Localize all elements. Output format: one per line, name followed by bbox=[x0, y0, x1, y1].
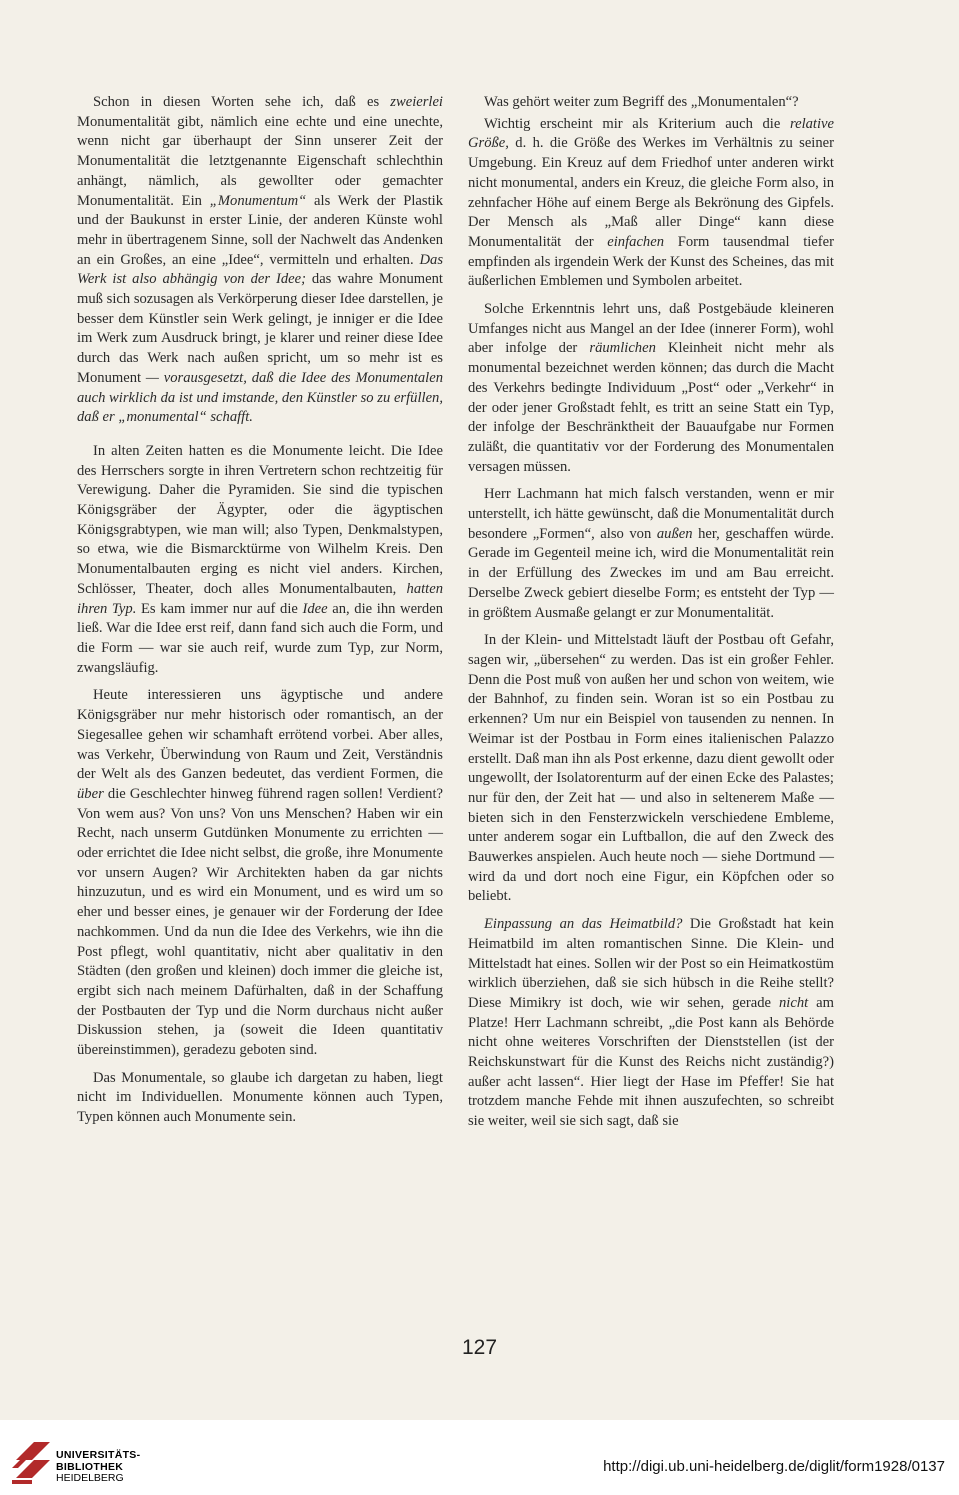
source-url-link[interactable]: http://digi.ub.uni-heidelberg.de/diglit/form1928/0137 bbox=[603, 1458, 945, 1475]
paragraph: In alten Zeiten hatten es die Monumente leicht. Die Idee des Herrschers sorgte in ihren Vertretern schon rechtzeitig für Verewigung. Daher die Pyramiden. Sie sind die typischen Königsgräber der Ägypter, oder die ägyptischen Königsgrabtypen, wie man will; also Typen, Denkmalstypen, so etwa, wie die Bismarcktürme von Wilhelm Kreis. Den Monumentalbauten erging es nicht viel anders. Kirchen, Schlösser, Theater, doch alles Monumentalbauten, hatten ihren Typ. Es kam immer nur auf die Idee an, die ihn werden ließ. War die Idee erst reif, dann fand sich auch die Form, und die Form — war sie auch reif, wurde zum Typ, zur Norm, zwangsläufig. bbox=[77, 442, 443, 676]
paragraph: Solche Erkenntnis lehrt uns, daß Postgebäude kleineren Umfanges nicht aus Mangel an der Idee (innerer Form), wohl aber infolge der räumlichen Kleinheit nicht mehr als monumental bezeichnet werden können; das durch die Macht des Verkehrs bedingte Individuum „Post“ oder „Verkehr“ in der oder jener Großstadt fehlt, es tritt an seine Statt ein Typ, der infolge der Beschränktheit der Bauaufgabe nur Formen zuläßt, die quantitativ vor der Forderung des Monumentalen versagen müssen. bbox=[468, 301, 834, 475]
right-column bbox=[468, 93, 834, 1140]
paragraph: Das Monumentale, so glaube ich dargetan zu haben, liegt nicht im Individuellen. Monumente können auch Typen, Typen können auch Monumente sein. bbox=[77, 1069, 443, 1126]
paragraph: In der Klein- und Mittelstadt läuft der Postbau oft Gefahr, sagen wir, „übersehen“ zu werden. Das ist ein großer Fehler. Denn die Post muß von außen her und schon von weitem, wie der Bahnhof, zu finden sein. Woran ist so ein Postbau zu erkennen? Um nur ein Beispiel von tausenden zu nennen. In Weimar ist der Postbau in Form eines italienischen Palazzo erstellt. Daß man ihn als Post erkenne, dazu dient gewollt oder ungewollt, der Isolatorenturm auf der einen Ecke des Palastes; nur für den, der Zeit hat — und also in seltenerem Maße — bieten sich in den Fensterzwickeln verschiedene Embleme, unter anderem sogar ein Luftballon, die auf den Zweck des Bauwerkes anspielen. Auch heute noch — siehe Dortmund — wird da und dort noch eine Figur, ein Köpfchen oder so beliebt. bbox=[468, 632, 834, 905]
paragraph: Was gehört weiter zum Begriff des „Monumentalen“? bbox=[484, 94, 799, 110]
library-logo-icon bbox=[10, 1430, 52, 1488]
left-column bbox=[77, 93, 443, 1136]
page-number: 127 bbox=[461, 1336, 498, 1359]
paragraph: Herr Lachmann hat mich falsch verstanden, wenn er mir unterstellt, ich hätte gewünscht, daß die Monumentalität durch besondere „Formen“, also von außen her, geschaffen würde. Gerade im Gegenteil meine ich, wird die Monumentalität rein in der Erfüllung des Zweckes im und am Bau erreicht. Derselbe Zweck gebiert dieselbe Form; es entsteht der Typ — in größtem Ausmaße gelangt er zur Monumentalität. bbox=[468, 486, 835, 621]
paragraph: Heute interessieren uns ägyptische und andere Königsgräber nur mehr historisch oder romantisch, an der Siegesallee gehen wir schamhaft errötend vorbei. Aber alles, was Verkehr, Überwindung von Raum und Zeit, Verständnis der Welt als des Ganzen bedeutet, das verdient Formen, die über die Geschlechter hinweg führend ragen sollen! Verdient? Von wem aus? Von uns? Von uns Menschen? Haben wir ein Recht, nach unserm Gutdünken Monumente zu errichten — oder errichtet die Idee nicht selbst, die große, ihre Monumente vor unsern Augen? Wir Architekten haben da gar nichts hinzuzutun, und es wird ein Monument, und es wird um so eher und besser eines, je genauer wir der Forderung der Idee nachkommen. Und da nun die Idee des Verkehrs, wie ihn die Post pflegt, wohl quantitativ, nicht aber qualitativ in den Städten (den großen und kleinen) doch immer die gleiche ist, ergibt sich nach meinem Dafürhalten, daß in der Schaffung der Postbauten der Typ und die Norm durchaus nicht außer Diskussion stehen, ja (soweit die Ideen quantitativ übereinstimmen), geradezu geboten sind. bbox=[77, 687, 443, 1059]
library-name: UNIVERSITÄTS- BIBLIOTHEK HEIDELBERG bbox=[56, 1449, 141, 1484]
paragraph: Einpassung an das Heimatbild? Die Großstadt hat kein Heimatbild im alten romantischen Sinne. Die Klein- und Mittelstadt hat eines. Sollen wir der Post so ein Heimatkostüm wirklich überziehen, daß sie sich hübsch in die Reihe stellt? Diese Mimikry ist doch, wie wir sehen, gerade nicht am Platze! Herr Lachmann schreibt, „die Post kann als Behörde nicht ohne weiteres Vorschriften der Dienststellen (ist der Reichskunstwart für die Kunst des Reichs nicht zuständig?) außer acht lassen“. Hier liegt der Hase im Pfeffer! Sie hat trotzdem manche Fehde mit ihnen auszufechten, so schreibt sie weiter, weil sie sich sagt, daß sie bbox=[468, 916, 834, 1130]
paragraph: Schon in diesen Worten sehe ich, daß es zweierlei Monumentalität gibt, nämlich eine echte und eine unechte, wenn nicht gar überhaupt der Sinn unserer Zeit der Monumentalität die letztgenannte Eigenschaft schlechthin anhängt, nämlich, als gewollter oder gemachter Monumentalität. Ein „Monumentum“ als Werk der Plastik und der Baukunst in erster Linie, der anderen Künste wohl mehr in übertragenem Sinne, soll der Nachwelt das Andenken an ein Großes, an eine „Idee“, vermitteln und erhalten. Das Werk ist also abhängig von der Idee; das wahre Monument muß sich sozusagen als Verkörperung dieser Idee darstellen, je besser dem Künstler sein Werk gelingt, je inniger er die Idee im Werk zum Ausdruck bringt, je klarer und reiner diese Idee durch das Werk nach außen spricht, um so mehr ist es Monument — vorausgesetzt, daß die Idee des Monumentalen auch wirklich da ist und imstande, den Künstler so zu erfüllen, daß er „monumental“ schafft. bbox=[77, 94, 443, 426]
footer bbox=[0, 1420, 959, 1495]
paragraph: Wichtig erscheint mir als Kriterium auch die relative Größe, d. h. die Größe des Werkes im Verhältnis zu seiner Umgebung. Ein Kreuz auf dem Friedhof unter anderen wirkt nicht monumental, anders ein Kreuz, die gleiche Form also, in zehnfacher Höhe auf einem Berge als Bekrönung des Gipfels. Der Mensch als „Maß aller Dinge“ kann diese Monumentalität der einfachen Form tausendmal tiefer empfinden als irgendein Werk der Kunst des Scheines, das mit äußerlichen Emblemen und Symbolen arbeitet. bbox=[468, 115, 834, 290]
